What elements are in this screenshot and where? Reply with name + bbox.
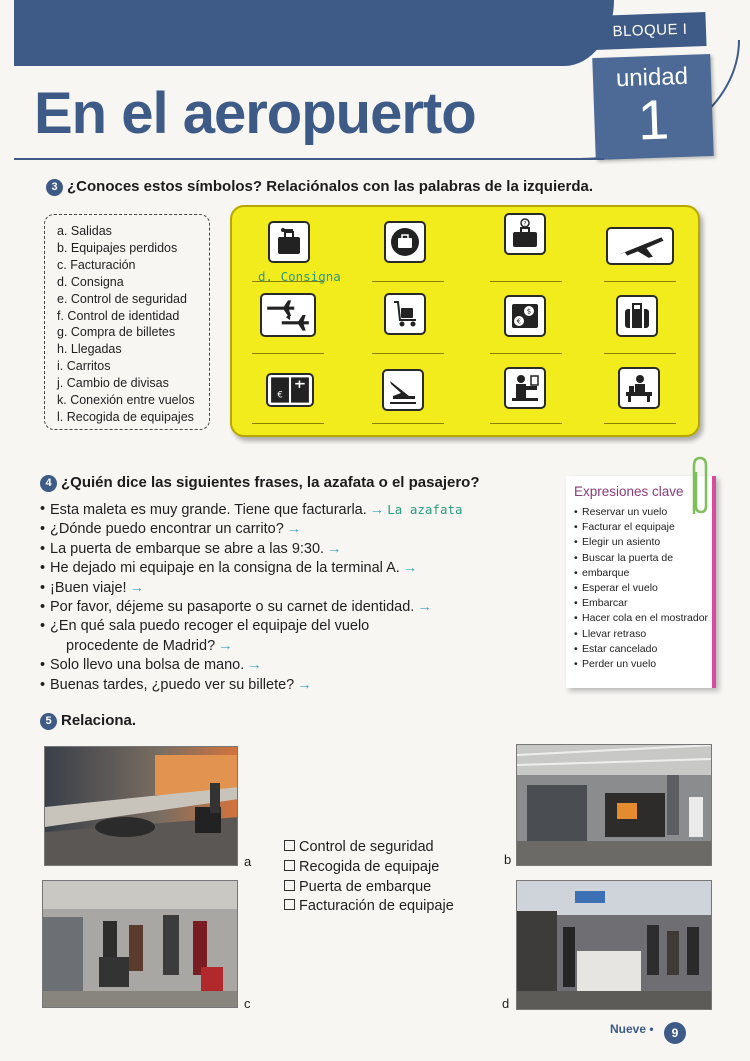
- page-word: Nueve: [610, 1022, 647, 1036]
- word-item: j. Cambio de divisas: [57, 376, 169, 391]
- svg-text:€: €: [516, 317, 522, 326]
- page-number: 9: [664, 1022, 686, 1044]
- phrase-text-continued: procedente de Madrid?: [66, 637, 216, 654]
- answer-line: [604, 353, 676, 354]
- word-item: f. Control de identidad: [57, 308, 180, 323]
- connection-flights-icon: [260, 293, 316, 337]
- checkbox[interactable]: [284, 840, 295, 851]
- photo-baggage-claim: [44, 746, 238, 866]
- exercise-4-heading: [40, 474, 480, 492]
- suitcase-icon: [616, 295, 658, 337]
- expression-item: • Buscar la puerta de: [574, 551, 712, 566]
- word-item: a. Salidas: [57, 224, 112, 238]
- word-list: [44, 214, 210, 430]
- exercise-5-heading: [40, 712, 136, 730]
- word-item: e. Control de seguridad: [57, 291, 187, 306]
- exercise-3-heading: [46, 178, 593, 196]
- arrow-icon: →: [297, 676, 312, 693]
- option-label: Control de seguridad: [299, 839, 434, 855]
- example-answer: d. Consigna: [258, 269, 341, 284]
- phrase-item: [40, 559, 463, 578]
- expression-item: • Estar cancelado: [574, 642, 712, 657]
- answer-line: [372, 281, 444, 282]
- security-scan-icon: [384, 221, 426, 263]
- phrase-text: Solo llevo una bolsa de mano.: [50, 657, 245, 674]
- arrow-icon: →: [417, 599, 432, 616]
- answer-line: [490, 353, 562, 354]
- check-in-desk-icon: [618, 367, 660, 409]
- phrase-item: [40, 540, 463, 559]
- footer-word: [610, 1022, 654, 1036]
- phrase-text: ¡Buen viaje!: [50, 579, 127, 596]
- checkbox[interactable]: [284, 880, 295, 891]
- photo-label-a: a: [244, 854, 252, 869]
- option-item[interactable]: [284, 858, 454, 878]
- answer-line: [252, 423, 324, 424]
- title-divider: [14, 158, 604, 160]
- exercise-4-number: 4: [40, 475, 57, 492]
- answer-line: [372, 423, 444, 424]
- phrase-text: ¿En qué sala puedo recoger el equipaje del vuelo: [50, 618, 370, 635]
- expression-item: • Llevar retraso: [574, 627, 712, 642]
- bloque-label: BLOQUE I: [612, 20, 688, 41]
- exercise-5-title: Relaciona.: [61, 712, 137, 729]
- phrase-item: [40, 579, 463, 598]
- ticket-purchase-icon: [266, 373, 314, 407]
- phrase-text: La puerta de embarque se abre a las 9:30.: [50, 540, 325, 557]
- checkbox[interactable]: [284, 860, 295, 871]
- luggage-cart-icon: [384, 293, 426, 335]
- phrase-text: Buenas tardes, ¿puedo ver su billete?: [50, 676, 295, 693]
- word-item: g. Compra de billetes: [57, 325, 176, 340]
- word-item: h. Llegadas: [57, 342, 122, 357]
- arrow-icon: →: [247, 657, 262, 674]
- phrase-answer: La azafata: [387, 502, 463, 517]
- phrase-item: [40, 500, 463, 520]
- unidad-badge: [592, 54, 713, 160]
- expression-item: • Elegir un asiento: [574, 535, 712, 550]
- word-item: k. Conexión entre vuelos: [57, 393, 195, 408]
- photo-check-in-queue: [42, 880, 238, 1008]
- svg-text:$: $: [526, 307, 532, 316]
- exercise-5-number: 5: [40, 713, 57, 730]
- answer-line: [490, 281, 562, 282]
- phrase-text: He dejado mi equipaje en la consigna de la terminal A.: [50, 560, 400, 577]
- photo-label-d: d: [502, 996, 510, 1011]
- expression-item: • Reservar un vuelo: [574, 505, 712, 520]
- phrase-text: Esta maleta es muy grande. Tiene que facturarla.: [50, 502, 367, 518]
- key-expressions-list: [574, 505, 712, 672]
- answer-line: [604, 423, 676, 424]
- arrow-icon: →: [402, 560, 418, 577]
- svg-text:?: ?: [523, 220, 527, 228]
- phrase-list: [40, 500, 463, 695]
- expression-item: • Facturar el equipaje: [574, 520, 712, 535]
- phrase-item: [40, 676, 463, 695]
- option-item[interactable]: [284, 897, 454, 917]
- bloque-tab: [593, 12, 706, 50]
- photo-security-control: [516, 744, 712, 866]
- word-item: l. Recogida de equipajes: [57, 409, 194, 424]
- arrow-icon: →: [218, 637, 233, 654]
- arrow-icon: →: [327, 540, 342, 557]
- answer-line: [490, 423, 562, 424]
- expression-item: • Perder un vuelo: [574, 657, 712, 672]
- arrow-icon: →: [286, 521, 302, 538]
- lost-luggage-icon: [504, 213, 546, 255]
- arrow-icon: →: [369, 502, 385, 518]
- photo-label-c: c: [244, 996, 251, 1011]
- unidad-number: 1: [636, 87, 671, 152]
- option-label: Puerta de embarque: [299, 878, 432, 895]
- phrase-item: [40, 617, 463, 656]
- locker-luggage-icon: [268, 221, 310, 263]
- word-item: c. Facturación: [57, 257, 136, 272]
- svg-text:€: €: [277, 389, 283, 400]
- unidad-label: unidad: [615, 62, 689, 93]
- option-label: Facturación de equipaje: [299, 898, 454, 915]
- exercise-3-title: ¿Conoces estos símbolos? Relaciónalos con las palabras de la izquierda.: [67, 178, 593, 195]
- word-item: b. Equipajes perdidos: [57, 240, 178, 255]
- arrow-icon: →: [129, 579, 145, 596]
- checkbox[interactable]: [284, 899, 295, 910]
- footer-bullet: •: [649, 1022, 654, 1036]
- answer-line: [372, 353, 444, 354]
- answer-line: [604, 281, 676, 282]
- word-item: i. Carritos: [57, 359, 111, 374]
- departures-plane-icon: [606, 227, 674, 265]
- photo-label-b: b: [504, 852, 512, 867]
- option-item[interactable]: [284, 838, 454, 858]
- page-title: En el aeropuerto: [34, 81, 476, 146]
- expression-item: • Hacer cola en el mostrador: [574, 611, 712, 626]
- photo-boarding-gate: [516, 880, 712, 1010]
- expression-item: • Embarcar: [574, 596, 712, 611]
- matching-options: [284, 838, 454, 917]
- exercise-4-title: ¿Quién dice las siguientes frases, la azafata o el pasajero?: [61, 474, 480, 491]
- key-expressions-title: Expresiones clave: [574, 484, 684, 499]
- expression-item-continued: • embarque: [574, 566, 712, 581]
- phrase-item: [40, 520, 463, 539]
- answer-line: [252, 353, 324, 354]
- exercise-3-number: 3: [46, 179, 63, 196]
- word-item: d. Consigna: [57, 274, 124, 289]
- passport-control-icon: [504, 367, 546, 409]
- expression-item: • Esperar el vuelo: [574, 581, 712, 596]
- paperclip-icon: [686, 454, 712, 524]
- currency-exchange-icon: [504, 295, 546, 337]
- phrase-text: ¿Dónde puedo encontrar un carrito?: [50, 521, 284, 538]
- arrivals-plane-icon: [382, 369, 424, 411]
- phrase-item: [40, 598, 463, 617]
- phrase-item: [40, 656, 463, 675]
- option-label: Recogida de equipaje: [299, 858, 440, 875]
- symbol-board: [230, 205, 700, 437]
- option-item[interactable]: [284, 878, 454, 898]
- phrase-text: Por favor, déjeme su pasaporte o su carnet de identidad.: [50, 599, 415, 616]
